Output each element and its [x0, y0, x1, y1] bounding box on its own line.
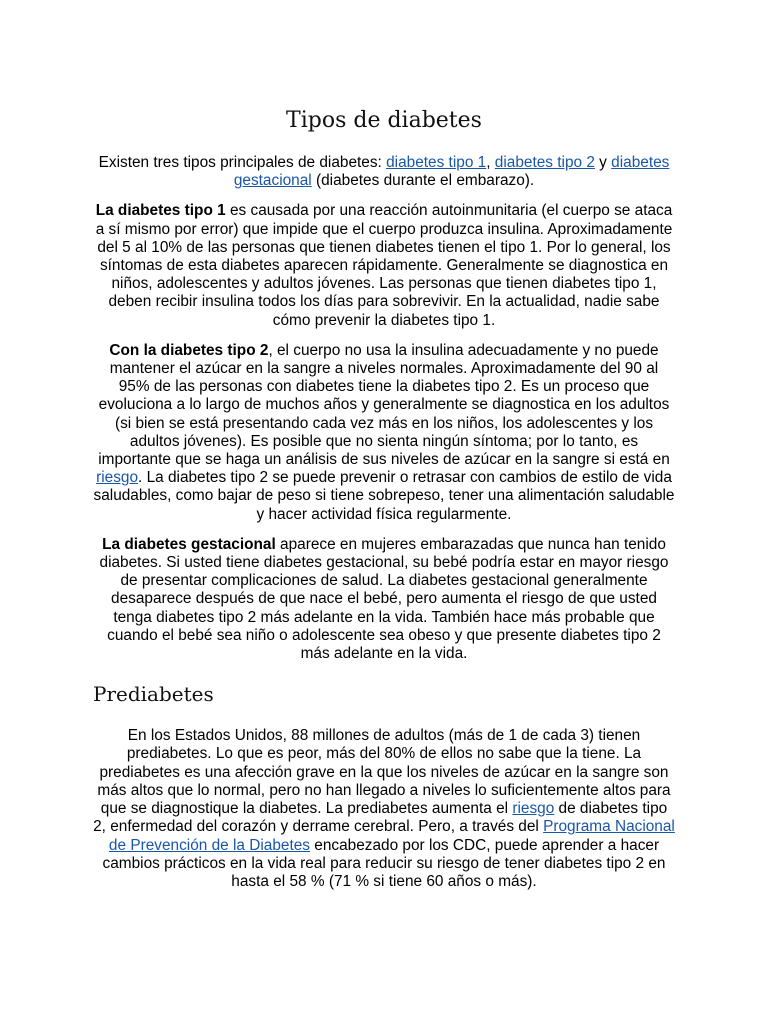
link-programa-nacional[interactable]: Programa Nacional de Prevención de la Diabetes [108, 818, 675, 854]
gestational-bold-lead: La diabetes gestacional [102, 535, 276, 553]
type2-text-2: . La diabetes tipo 2 se puede prevenir o retrasar con cambios de estilo de vida saludables, como bajar de peso si tiene sobrepeso, tener una alimentación saludable y hacer actividad física regularmente. [93, 469, 675, 523]
type2-text-1: , el cuerpo no usa la insulina adecuadamente y no puede mantener el azúcar en la sangre a niveles normales. Aproximadamente del 90 al 95% de las personas con diabetes tiene la diabetes tipo 2. Es un proceso que evoluciona a lo largo de muchos años y generalmente se diagnostica en los adultos (si bien se está presentando cada vez más en los niños, los adolescentes y los adultos jóvenes). Es posible que no sienta ningún síntoma; por lo tanto, es importante que se haga un análisis de sus niveles de azúcar en la sangre si está en [98, 341, 670, 469]
type2-paragraph [93, 342, 675, 524]
prediabetes-text-2: de diabetes tipo 2, enfermedad del corazón y derrame cerebral. Pero, a través del [93, 800, 668, 836]
gestational-paragraph [93, 536, 675, 663]
link-diabetes-gestacional[interactable]: diabetes gestacional [233, 154, 670, 190]
prediabetes-text-3: encabezado por los CDC, puede aprender a hacer cambios prácticos en la vida real para reducir su riesgo de tener diabetes tipo 2 en hasta el 58 % (71 % si tiene 60 años o más). [102, 836, 666, 890]
prediabetes-text-1: En los Estados Unidos, 88 millones de adultos (más de 1 de cada 3) tienen prediabetes. Lo que es peor, más del 80% de ellos no sabe que la tiene. La prediabetes es una afección grave en la que los niveles de azúcar en la sangre son más altos que lo normal, pero no han llegado a niveles lo suficientemente altos para que se diagnostique la diabetes. La prediabetes aumenta el [97, 727, 671, 818]
intro-paragraph [93, 154, 675, 190]
gestational-text: aparece en mujeres embarazadas que nunca han tenido diabetes. Si usted tiene diabetes gestacional, su bebé podría estar en mayor riesgo de presentar complicaciones de salud. La diabetes gestacional generalmente desaparece después de que nace el bebé, pero aumenta el riesgo de que usted tenga diabetes tipo 2 más adelante en la vida. También hace más probable que cuando el bebé sea niño o adolescente sea obeso y que presente diabetes tipo 2 más adelante en la vida. [99, 535, 669, 663]
intro-separator-2: y [594, 154, 612, 171]
intro-text-1: Existen tres tipos principales de diabetes: [98, 154, 387, 171]
intro-text-2: (diabetes durante el embarazo). [311, 172, 535, 190]
link-riesgo-prediabetes[interactable]: riesgo [512, 800, 555, 818]
prediabetes-heading: Prediabetes [93, 682, 214, 707]
page-title: Tipos de diabetes [286, 108, 482, 133]
type1-text: es causada por una reacción autoinmunitaria (el cuerpo se ataca a sí mismo por error) que impide que el cuerpo produzca insulina. Aproximadamente del 5 al 10% de las personas que tienen diabetes tienen el tipo 1. Por lo general, los síntomas de esta diabetes aparecen rápidamente. Generalmente se diagnostica en niños, adolescentes y adultos jóvenes. Las personas que tienen diabetes tipo 1, deben recibir insulina todos los días para sobrevivir. En la actualidad, nadie sabe cómo prevenir la diabetes tipo 1. [95, 202, 673, 329]
link-riesgo-type2[interactable]: riesgo [96, 469, 139, 487]
type2-bold-lead: Con la diabetes tipo 2 [109, 341, 269, 359]
prediabetes-paragraph [93, 727, 675, 891]
intro-separator-1: , [486, 154, 495, 171]
link-diabetes-tipo-1[interactable]: diabetes tipo 1 [386, 154, 487, 171]
type1-paragraph [93, 202, 675, 329]
type1-bold-lead: La diabetes tipo 1 [95, 202, 226, 220]
document-page [93, 105, 675, 903]
link-diabetes-tipo-2[interactable]: diabetes tipo 2 [494, 154, 595, 171]
